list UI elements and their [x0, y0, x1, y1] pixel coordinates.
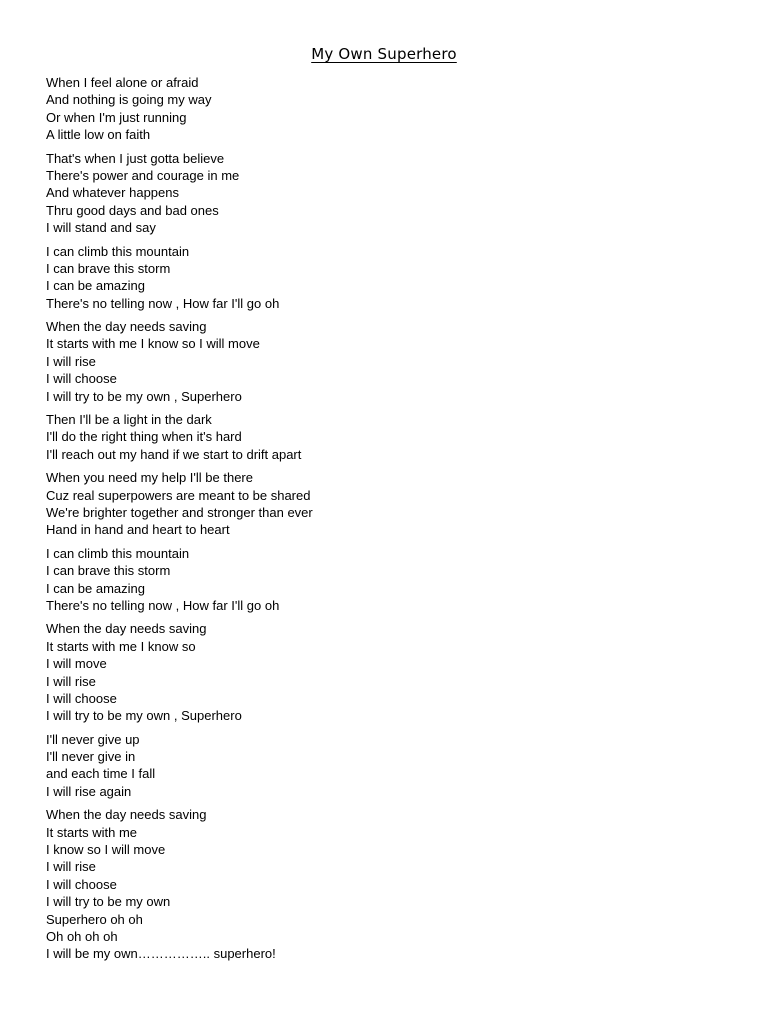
lyric-line: And whatever happens [46, 185, 179, 201]
lyric-line: I'll never give up [46, 731, 140, 747]
lyric-line: I can brave this storm [46, 563, 171, 579]
lyric-line: I can climb this mountain [46, 243, 190, 259]
lyric-line: That's when I just gotta believe [46, 150, 225, 166]
page-title: My Own Superhero [311, 45, 457, 63]
lyric-line: When you need my help I'll be there [46, 470, 253, 486]
lyric-line: I can be amazing [46, 278, 146, 294]
stanza [46, 150, 726, 237]
lyric-line: It starts with me [46, 824, 138, 840]
lyric-line: When the day needs saving [46, 319, 207, 335]
lyric-line: I'll never give in [46, 749, 136, 765]
lyric-line: and each time I fall [46, 766, 156, 782]
lyric-line: Thru good days and bad ones [46, 202, 219, 218]
stanza [46, 731, 726, 801]
lyric-line: Then I'll be a light in the dark [46, 412, 212, 428]
lyric-line: I will choose [46, 371, 117, 387]
lyric-line: I can brave this storm [46, 260, 171, 276]
lyric-line: I will rise [46, 673, 96, 689]
stanza [46, 411, 726, 463]
lyric-line: I will move [46, 656, 107, 672]
lyric-line: When I feel alone or afraid [46, 75, 199, 90]
stanza [46, 243, 726, 313]
lyric-line: I'll reach out my hand if we start to drift apart [46, 446, 302, 462]
lyric-line: There's no telling now , How far I'll go oh [46, 295, 280, 311]
lyric-line: Oh oh oh oh [46, 928, 118, 944]
lyric-line: I will choose [46, 690, 117, 706]
lyric-line: I can climb this mountain [46, 545, 190, 561]
lyric-line: It starts with me I know so [46, 638, 196, 654]
stanza [46, 545, 726, 615]
lyric-line: I will be my own…………….. superhero! [46, 946, 276, 962]
lyric-line: I will rise [46, 859, 96, 875]
lyric-line: And nothing is going my way [46, 92, 212, 108]
lyric-line: Superhero oh oh [46, 911, 143, 927]
stanza [46, 620, 726, 724]
lyric-line: Hand in hand and heart to heart [46, 522, 230, 538]
lyric-line: We're brighter together and stronger than ever [46, 504, 313, 520]
lyric-line: Cuz real superpowers are meant to be shared [46, 487, 311, 503]
lyric-line: I will try to be my own , Superhero [46, 708, 242, 724]
lyric-line: I will choose [46, 876, 117, 892]
lyric-line: I can be amazing [46, 580, 146, 596]
lyric-line: I'll do the right thing when it's hard [46, 429, 242, 445]
lyric-line: A little low on faith [46, 127, 151, 143]
stanza [46, 318, 726, 405]
lyric-line: When the day needs saving [46, 621, 207, 637]
lyrics-body [46, 74, 726, 969]
lyric-line: I will stand and say [46, 220, 156, 236]
lyric-line: I will try to be my own [46, 894, 171, 910]
stanza [46, 74, 726, 144]
lyric-line: There's no telling now , How far I'll go oh [46, 597, 280, 613]
lyric-line: Or when I'm just running [46, 109, 187, 125]
lyric-line: I will rise [46, 353, 96, 369]
stanza [46, 806, 726, 963]
lyric-line: It starts with me I know so I will move [46, 336, 260, 352]
lyric-line: I will rise again [46, 783, 132, 799]
lyric-line: When the day needs saving [46, 807, 207, 823]
lyric-line: I know so I will move [46, 842, 166, 858]
lyric-line: There's power and courage in me [46, 167, 240, 183]
lyric-line: I will try to be my own , Superhero [46, 388, 242, 404]
stanza [46, 469, 726, 539]
